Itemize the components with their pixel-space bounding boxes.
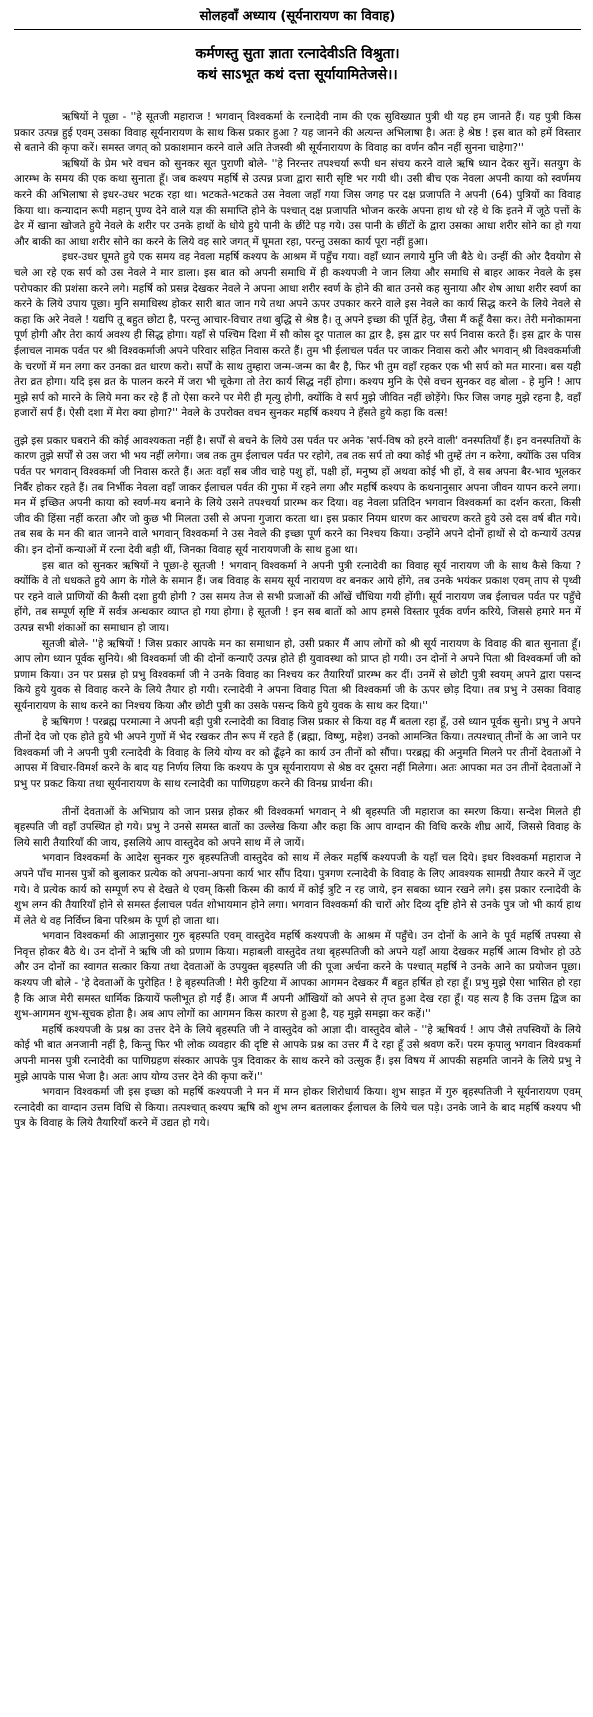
paragraph-vastudev-reply: महर्षि कश्यपजी के प्रश्न का उत्तर देने के लिये बृहस्पति जी ने वास्तुदेव को आज्ञा दी। वास्तुदेव बोले - ''हे ऋषिवर्य ! आप जैसे तपस्वियों के लिये कोई भी बात अनजानी नहीं है, किन्तु फिर भी लोक व्यवहार की दृष्टि से आपके प्रश्न का उत्तर मैं दे रहा हूँ उसे श्रवण करें। परम कृपालु भगवान विश्वकर्मा अपनी मानस पुत्री रत्नादेवी का पाणिग्रहण संस्कार आपके पुत्र दिवाकर के साथ करने को उत्सुक हैं। इस विषय में आपकी सहमति जानने के लिये प्रभु ने मुझे आपके पास भेजा है। अतः आप योग्य उत्तर देने की कृपा करें।''	[14, 1023, 581, 1083]
shloka-verse	[14, 44, 581, 86]
chapter-title: सोलहवाँ अध्याय (सूर्यनारायण का विवाह)	[14, 8, 581, 30]
paragraph-brihaspati-summoned: तीनों देवताओं के अभिप्राय को जान प्रसन्न होकर श्री विश्वकर्मा भगवान् ने श्री बृहस्पति जी महाराज का स्मरण किया। सन्देश मिलते ही बृहस्पति जी वहाँ उपस्थित हो गये। प्रभु ने उनसे समस्त बातों का उल्लेख किया और कहा कि आप वाग्दान की विधि करके शीघ्र आयें, जिससे विवाह के लिये सारी तैयारियाँ की जाय, इसलिये आप वास्तुदेव को अपने साथ में ले जायें।	[14, 805, 581, 849]
paragraph-vagdaan: भगवान विश्वकर्मा जी इस इच्छा को महर्षि कश्यपजी ने मन में मग्न होकर शिरोधार्य किया। शुभ साइत में गुरु बृहस्पतिजी ने सूर्यनारायण एवम् रत्नादेवी का वाग्दान उत्तम विधि से किया। तत्पश्चात् कश्यप ऋषि को शुभ लग्न बतलाकर ईलाचल के लिये चल पड़े। उनके जाने के बाद महर्षि कश्यप भी पुत्र के विवाह के लिये तैयारियाँ करने में उद्यत हो गये।	[14, 1086, 581, 1130]
shloka-line: कथं साऽभूत कथं दत्ता सूर्यायामितेजसे।।	[197, 67, 398, 83]
paragraph-trinity-invited: हे ऋषिगण ! परब्रह्म परमात्मा ने अपनी बड़ी पुत्री रत्नादेवी का विवाह जिस प्रकार से किया वह मैं बतला रहा हूँ, उसे ध्यान पूर्वक सुनो। प्रभु ने अपने तीनों देव जो एक होते हुये भी अपने गुणों में भेद रखकर तीन रूप में रहते हैं (ब्रह्मा, विष्णु, महेश) उनको आमन्त्रित किया। तत्पश्चात् तीनों के आ जाने पर विश्वकर्मा जी ने अपनी पुत्री रत्नादेवी के विवाह के लिये योग्य वर को ढूँढ़ने का कार्य उन तीनों को सौंपा। परब्रह्म की अनुमति मिलने पर तीनों देवताओं ने आपस में विचार-विमर्श करने के बाद यह निर्णय लिया कि कश्यप के पुत्र सूर्यनारायण से श्रेष्ठ वर दूसरा नहीं मिलेगा। अतः आपका मत उन तीनों देवताओं ने प्रभु पर प्रकट किया तथा सूर्यनारायण के साथ रत्नादेवी का पाणिग्रहण करने की विनम्र प्रार्थना की।	[14, 715, 581, 790]
paragraph-mongoose-kashyap: इधर-उधर घूमते हुये एक समय वह नेवला महर्षि कश्यप के आश्रम में पहुँच गया। वहाँ ध्यान लगाये मुनि जी बैठे थे। उन्हीं की ओर दैवयोग से चले आ रहे एक सर्प को उस नेवले ने मार डाला। इस बात को अपनी समाधि में ही कश्यपजी ने जान लिया और समाधि से बाहर आकर नेवले के इस परोपकार की प्रशंसा करने लगे। महर्षि को प्रसन्न देखकर नेवले ने अपना आधा शरीर स्वर्ण के होने की बात उनसे कह सुनाया और शेष आधा शरीर स्वर्ण का करने के लिये उपाय पूछा। मुनि समाधिस्थ होकर सारी बात जान गये तथा अपने ऊपर उपकार करने वाले इस नेवले का कार्य सिद्ध करने के लिये नेवले से कहा कि अरे नेवले ! यद्यपि तू बहुत छोटा है, परन्तु आचार-विचार तथा बुद्धि से श्रेष्ठ है। तू अपने इच्छा की पूर्ति हेतु, जैसा मैं कहूँ वैसा कर। तेरी मनोकामना पूर्ण होगी और तेरा कार्य अवश्य ही सिद्ध होगा। यहाँ से पश्चिम दिशा में सौ कोस दूर पाताल का द्वार है, इस द्वार पर सर्प निवास करते हैं। इस द्वार के पास ईलाचल नामक पर्वत पर श्री विश्वकर्माजी अपने परिवार सहित निवास करते हैं। तुम भी ईलाचल पर्वत पर जाकर निवास करो और भगवान् श्री विश्वकर्माजी के चरणों में मन लगा कर उनका व्रत धारण करो। सर्पों के साथ तुम्हारा जन्म-जन्म का बैर है, फिर भी तुम वहाँ रहकर एक भी सर्प को मत मारना। बस यही तेरा व्रत होगा। यदि इस व्रत के पालन करने में जरा भी चूकेगा तो तेरा कार्य सिद्ध नहीं होगा। कश्यप मुनि के ऐसे वचन सुनकर वह बोला - हे मुनि ! आप मुझे सर्प को मारने के लिये मना कर रहे हैं तो ऐसा करने पर मेरी ही मृत्यु होगी, क्योंकि वे सर्प मुझे जीवित नहीं छोड़ेंगे। फिर जिस जगह मुझे रहना है, वहाँ हजारों सर्प हैं। ऐसी दशा में मेरा क्या होगा?'' नेवले के उपरोक्त वचन सुनकर महर्षि कश्यप ने हँसते हुये कहा कि वत्स!	[14, 251, 581, 420]
paragraph-rishis-question: ऋषियों ने पूछा - ''हे सूतजी महाराज ! भगवान् विश्वकर्मा के रत्नादेवी नाम की एक सुविख्यात पुत्री थी यह हम जानते हैं। यह पुत्री किस प्रकार उत्पन्न हुई एवम् उसका विवाह सूर्यनारायण के साथ किस प्रकार हुआ ? यह जानने की अत्यन्त अभिलाषा है। अतः हे श्रेष्ठ ! इस बात को हमें विस्तार से बताने की कृपा करें। समस्त जगत् को प्रकाशमान करने वाले अति तेजस्वी श्री सूर्यनारायण के विवाह का वर्णन कौन नहीं सुनना चाहेगा?''	[14, 111, 581, 155]
shloka-line: कर्मणस्तु सुता ज्ञाता रत्नादेवीऽति विश्रुता।	[195, 46, 400, 62]
paragraph-suta-reply: ऋषियों के प्रेम भरे वचन को सुनकर सूत पुराणी बोले- ''हे निरन्तर तपश्चर्या रूपी धन संचय करने वाले ऋषि ध्यान देकर सुनें। सतयुग के आरम्भ के समय की एक कथा सुनाता हूँ। जब कश्यप महर्षि से उत्पन्न प्रजा द्वारा सारी सृष्टि भर गयी थी। उसी बीच एक नेवला अपनी काया को स्वर्णमय करने की अभिलाषा से इधर-उधर भटक रहा था। भटकते-भटकते उस नेवला जहाँ गया जिस जगह पर दक्ष प्रजापति ने अपनी (64) पुत्रियों का विवाह किया था। कन्यादान रूपी महान् पुण्य देने वाले यज्ञ की समाप्ति होने के पश्चात् दक्ष प्रजापति भोजन करके अपना हाथ धो रहे थे कि इतने में जूठे पत्तों के ढेर में खाना खोजते हुये नेवले के शरीर पर उनके हाथों के धोये हुये पानी के छींटे पड़ गये। उस पानी के छींटों के द्वारा उसका आधा शरीर सोने का हो गया और बाकी का आधा शरीर सोने का करने के लिये वह सारे जगत् में घूमता रहा, परन्तु उसका कार्य पूरा नहीं हुआ।	[14, 157, 581, 248]
paragraph-suta-explains: सूतजी बोले- ''हे ऋषियों ! जिस प्रकार आपके मन का समाधान हो, उसी प्रकार मैं आप लोगों को श्री सूर्य नारायण के विवाह की बात सुनाता हूँ। आप लोग ध्यान पूर्वक सुनिये। श्री विश्वकर्मा जी की दोनों कन्याएँ उत्पन्न होते ही युवावस्था को प्राप्त हो गयी। उन दोनों ने अपने पिता श्री विश्वकर्मा जी को प्रणाम किया। उन पर प्रसन्न हो प्रभु विश्वकर्मा जी ने उनके विवाह का निश्चय कर तैयारियाँ प्रारम्भ कर दीं। उनमें से छोटी पुत्री स्वयम् अपने द्वारा पसन्द किये हुये युवक से विवाह करने के लिये तैयार हो गयी। रत्नादेवी ने अपना विवाह पिता श्री विश्वकर्मा जी के ऊपर छोड़ दिया। तब प्रभु ने उसका विवाह सूर्यनारायण के साथ करने का निश्चय किया और छोटी पुत्री का उसके पसन्द किये हुये युवक के साथ कर दिया।''	[14, 637, 581, 712]
paragraph-ashram-visit: भगवान विश्वकर्मा की आज्ञानुसार गुरु बृहस्पति एवम् वास्तुदेव महर्षि कश्यपजी के आश्रम में पहुँचे। उन दोनों के आने के पूर्व महर्षि तपस्या से निवृत्त होकर बैठे थे। उन दोनों ने ऋषि जी को प्रणाम किया। महाबली वास्तुदेव तथा बृहस्पतिजी को अपने यहाँ आया देखकर महर्षि आत्म विभोर हो उठे और उन दोनों का स्वागत सत्कार किया तथा देवताओं के उपयुक्त बृहस्पति जी की पूजा अर्चना करने के पश्चात् महर्षि ने उनके आने का प्रयोजन पूछा। कश्यप जी बोले - 'हे देवताओं के पुरोहित ! हे बृहस्पतिजी ! मेरी कुटिया में आपका आगमन देखकर मैं बहुत हर्षित हो रहा हूँ। प्रभु मुझे ऐसा भासित हो रहा है कि आज मेरी समस्त धार्मिक क्रियायें फलीभूत हो गईं हैं। आज मैं अपनी आँखियों को अपने से तृप्त हुआ देख रहा हूँ। यह सत्य है कि उत्तम द्विज का शुभ-आगमन शुभ-सूचक होता है। अब आप लोगों का आगमन किस कारण से हुआ है, यह मुझे समझा कर कहें।''	[14, 930, 581, 1021]
paragraph-preparations: भगवान विश्वकर्मा के आदेश सुनकर गुरु बृहस्पतिजी वास्तुदेव को साथ में लेकर महर्षि कश्यपजी के यहाँ चल दिये। इधर विश्वकर्मा महाराज ने अपने पाँच मानस पुत्रों को बुलाकर प्रत्येक को अपना-अपना कार्य भार सौंप दिया। पुत्रगण रत्नादेवी के विवाह के लिए आवश्यक सामग्री तैयार करने में जुट गये। वे प्रत्येक कार्य को सम्पूर्ण रुप से देखते थे एवम् किसी किस्म की कार्य में कोई त्रुटि न रह जाये, इन सबका ध्यान रखने लगे। इस प्रकार रत्नादेवी के शुभ लग्न की तैयारियाँ होने से समस्त ईलाचल पर्वत शोभायमान होने लगा। भगवान विश्वकर्मा की चारों ओर दिव्य दृष्टि होने से उनके पुत्र जो भी कार्य हाथ में लेते थे वह निर्विघ्न बिना परिश्रम के पूर्ण हो जाता था।	[14, 852, 581, 927]
paragraph-rishis-doubt: इस बात को सुनकर ऋषियों ने पूछा-हे सूतजी ! भगवान् विश्वकर्मा ने अपनी पुत्री रत्नादेवी का विवाह सूर्य नारायण जी के साथ कैसे किया ? क्योंकि वे तो धधकते हुये आग के गोले के समान हैं। जब विवाह के समय सूर्य नारायण वर बनकर आये होंगे, तब उनके भयंकर प्रकाश एवम् ताप से पृथ्वी पर रहने वाले प्राणियों की कैसी दशा हुयी होगी ? उस समय तेज से सभी प्रजाओं की आँखें चौंधिया गयी होंगी। सूर्य नारायण जब ईलाचल पर्वत पर पहुँचे होंगे, तब सम्पूर्ण सृष्टि में सर्वत्र अन्धकार व्याप्त हो गया होगा। हे सूतजी ! इन सब बातों को आप हमसे विस्तार पूर्वक वर्णन करिये, जिससे हमारे मन में उत्पन्न सभी शंकाओं का समाधान हो जाय।	[14, 559, 581, 634]
paragraph-ilachal-vow: तुझे इस प्रकार घबराने की कोई आवश्यकता नहीं है। सर्पों से बचने के लिये उस पर्वत पर अनेक 'सर्प-विष को हरने वाली' वनस्पतियाँ हैं। इन वनस्पतियों के कारण तुझे सर्पों से उस जरा भी भय नहीं लगेगा। जब तक तुम ईलाचल पर्वत पर रहोगे, तब तक सर्प तो क्या कोई भी तुम्हें तंग न करेगा, क्योंकि उस पवित्र पर्वत पर भगवान् विश्वकर्मा जी निवास करते हैं। अतः वहाँ सब जीव चाहे पशु हों, पक्षी हों, मनुष्य हों अथवा कोई भी हों, वे सब अपना बैर-भाव भूलकर निर्बैर होकर रहते हैं। तब निर्भीक नेवला वहाँ जाकर ईलाचल पर्वत की गुफा में रहने लगा और महर्षि कश्यप के कथनानुसार अपना जीवन यापन करने लगा। मन में इच्छित अपनी काया को स्वर्ण-मय बनाने के लिये उसने तपश्चर्या प्रारम्भ कर दिया। वह नेवला प्रतिदिन भगवान विश्वकर्मा का दर्शन करता, किसी जीव की हिंसा नहीं करता और जो कुछ भी मिलता उसी से अपना गुजारा करता था। इस प्रकार नियम धारण कर आचरण करते हुये उसे दस वर्ष बीत गये। तब सब के मन की बात जानने वाले भगवान् विश्वकर्मा ने उस नेवले की इच्छा पूर्ण करने का निश्चय किया। उन्होंने अपने दोनों हाथों से दो कन्यायें उत्पन्न की। इन दोनों कन्याओं में रत्ना देवी बड़ी थीं, जिनका विवाह सूर्य नारायणजी के साथ हुआ था।	[14, 434, 581, 557]
